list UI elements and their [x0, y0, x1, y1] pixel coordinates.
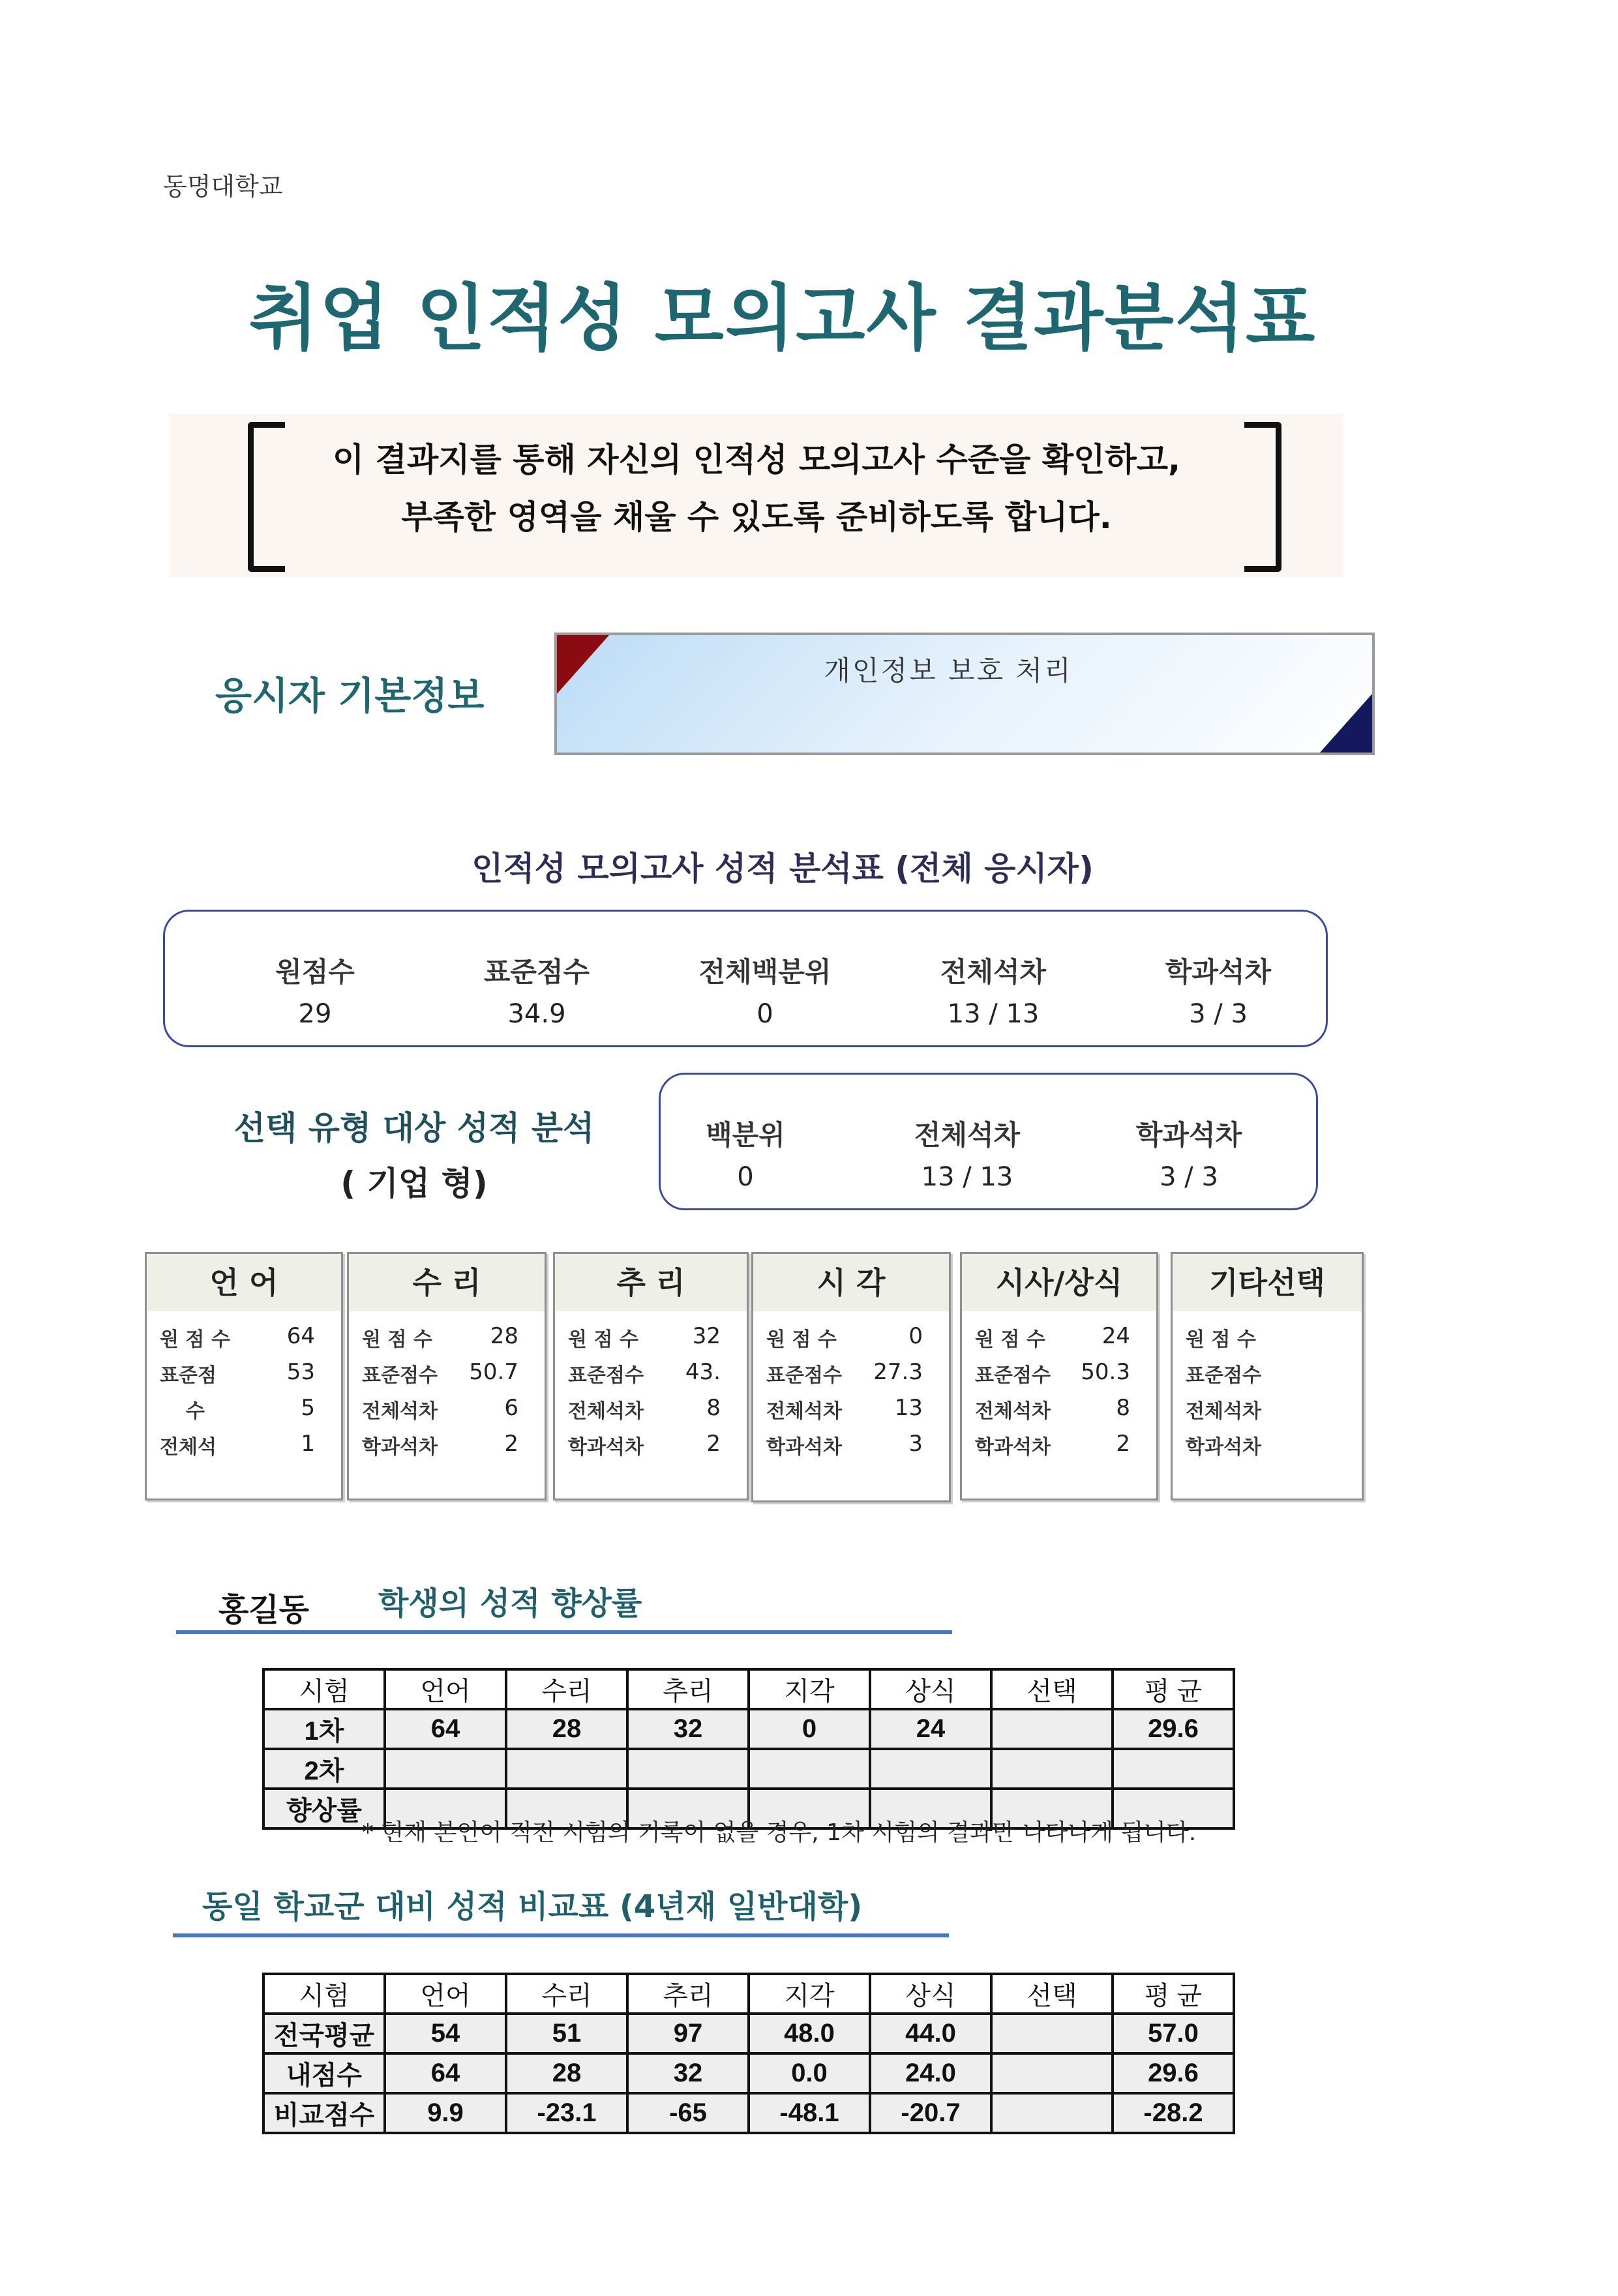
- row-key: 원 점 수: [766, 1328, 837, 1351]
- row-value: 2: [504, 1431, 518, 1457]
- card-row: [1173, 1395, 1362, 1431]
- card-title: 시사/상식: [962, 1254, 1156, 1311]
- card-title: 추 리: [555, 1254, 747, 1311]
- intro-line-2: 부족한 영역을 채울 수 있도록 준비하도록 합니다.: [401, 498, 1112, 536]
- table-cell: 54: [385, 2014, 506, 2053]
- card-row: [147, 1395, 341, 1431]
- row-value: 27.3: [873, 1359, 923, 1385]
- card-row: [753, 1359, 949, 1395]
- row-value: 43.: [685, 1359, 721, 1385]
- row-value: 24: [1101, 1323, 1130, 1349]
- table-cell: 전국평균: [263, 2014, 385, 2053]
- table-cell: [506, 1749, 627, 1789]
- metric-value: 34.9: [507, 999, 566, 1029]
- table-cell: -23.1: [506, 2093, 627, 2133]
- improvement-underline: [176, 1630, 952, 1634]
- metric-label: 학과석차: [1165, 956, 1272, 988]
- column-header: 언어: [385, 1974, 506, 2014]
- metric-value: 0: [737, 1162, 754, 1192]
- table-cell: 0: [749, 1709, 870, 1749]
- selected-heading: 선택 유형 대상 성적 분석: [233, 1109, 595, 1147]
- table-cell: -48.1: [749, 2093, 870, 2133]
- table-cell: 29.6: [1113, 2053, 1234, 2093]
- applicant-heading: 응시자 기본정보: [215, 674, 485, 718]
- row-key: 학과석차: [1186, 1436, 1261, 1459]
- row-value: 32: [692, 1323, 721, 1349]
- row-key: 전체석차: [568, 1400, 644, 1423]
- applicant-info-box: [554, 633, 1375, 755]
- overall-heading: 인적성 모의고사 성적 분석표 (전체 응시자): [472, 850, 1094, 887]
- row-key: 표준점: [160, 1364, 217, 1387]
- column-header: 시험: [263, 1974, 385, 2014]
- row-key: 전체석차: [362, 1400, 438, 1423]
- card-title: 수 리: [349, 1254, 545, 1311]
- card-row: [1173, 1431, 1362, 1467]
- column-header: 지각: [749, 1669, 870, 1709]
- table-header-row: [263, 1974, 1234, 2014]
- table-cell: 비교점수: [263, 2093, 385, 2133]
- card-row: [555, 1431, 747, 1467]
- table-row: [263, 2014, 1234, 2053]
- privacy-notice: 개인정보 보호 처리: [824, 655, 1073, 687]
- table-cell: [991, 2093, 1113, 2133]
- metric-label: 표준점수: [483, 956, 590, 988]
- metric-value: 29: [298, 999, 332, 1029]
- table-cell: 9.9: [385, 2093, 506, 2133]
- card-row: [962, 1431, 1156, 1467]
- metric-value: 3 / 3: [1189, 999, 1248, 1029]
- table-cell: [991, 1709, 1113, 1749]
- column-header: 시험: [263, 1669, 385, 1709]
- comparison-heading: 동일 학교군 대비 성적 비교표 (4년재 일반대학): [202, 1888, 863, 1925]
- improvement-note: * 현재 본인이 직전 시험의 기록이 없을 경우, 1차 시험의 결과만 나타나게 됩니다.: [362, 1819, 1197, 1846]
- table-cell: 97: [627, 2014, 749, 2053]
- table-cell: 32: [627, 2053, 749, 2093]
- intro-line-1: 이 결과지를 통해 자신의 인적성 모의고사 수준을 확인하고,: [332, 441, 1181, 479]
- table-cell: [991, 2053, 1113, 2093]
- comparison-underline: [173, 1933, 949, 1937]
- row-key: 수: [186, 1400, 205, 1423]
- row-value: 50.7: [469, 1359, 518, 1385]
- row-value: 8: [1116, 1395, 1130, 1421]
- row-key: 전체석차: [975, 1400, 1051, 1423]
- row-key: 표준점수: [766, 1364, 842, 1387]
- table-row: [263, 2053, 1234, 2093]
- table-cell: 64: [385, 2053, 506, 2093]
- row-value: 5: [301, 1395, 315, 1421]
- selected-metric-percentile: [674, 1114, 817, 1192]
- row-key: 원 점 수: [362, 1328, 432, 1351]
- row-value: 1: [301, 1431, 315, 1457]
- row-value: 2: [706, 1431, 721, 1457]
- subject-card-perception: [751, 1252, 951, 1502]
- selected-metric-overall-rank: [876, 1114, 1058, 1192]
- row-value: 2: [1116, 1431, 1130, 1457]
- row-value: 13: [894, 1395, 923, 1421]
- metric-value: 0: [757, 999, 773, 1029]
- row-key: 원 점 수: [1186, 1328, 1256, 1351]
- row-value: 8: [706, 1395, 721, 1421]
- row-key: 전체석: [160, 1436, 217, 1459]
- overall-score-box: [163, 910, 1328, 1047]
- table-cell: [1113, 1749, 1234, 1789]
- card-row: [555, 1395, 747, 1431]
- improvement-heading: 학생의 성적 향상률: [378, 1585, 642, 1622]
- table-cell: 내점수: [263, 2053, 385, 2093]
- row-key: 원 점 수: [975, 1328, 1045, 1351]
- metric-value: 13 / 13: [921, 1162, 1013, 1192]
- card-row: [1173, 1323, 1362, 1359]
- page-title: 취업 인적성 모의고사 결과분석표: [248, 276, 1317, 360]
- metric-label: 전체석차: [940, 956, 1047, 988]
- table-cell: 향상률: [263, 1789, 385, 1828]
- card-row: [349, 1359, 545, 1395]
- card-title: 기타선택: [1173, 1254, 1362, 1311]
- improvement-table: [262, 1668, 1235, 1830]
- row-value: 3: [908, 1431, 923, 1457]
- card-row: [147, 1323, 341, 1359]
- table-cell: 64: [385, 1709, 506, 1749]
- table-cell: 1차: [263, 1709, 385, 1749]
- row-value: 50.3: [1081, 1359, 1130, 1385]
- subject-card-other: [1171, 1252, 1364, 1500]
- selected-type: ( 기업 형): [340, 1165, 488, 1202]
- row-value: 28: [490, 1323, 518, 1349]
- column-header: 상식: [870, 1974, 991, 2014]
- metric-label: 전체석차: [914, 1119, 1021, 1151]
- card-row: [962, 1395, 1156, 1431]
- card-row: [555, 1323, 747, 1359]
- column-header: 선택: [991, 1669, 1113, 1709]
- table-cell: 24: [870, 1709, 991, 1749]
- card-title: 시 각: [753, 1254, 949, 1311]
- row-key: 표준점수: [568, 1364, 644, 1387]
- row-key: 표준점수: [362, 1364, 438, 1387]
- table-cell: 28: [506, 2053, 627, 2093]
- card-row: [147, 1359, 341, 1395]
- table-cell: 29.6: [1113, 1709, 1234, 1749]
- subject-card-language: [145, 1252, 343, 1500]
- column-header: 수리: [506, 1974, 627, 2014]
- table-cell: 44.0: [870, 2014, 991, 2053]
- row-key: 표준점수: [1186, 1364, 1261, 1387]
- row-key: 학과석차: [766, 1436, 842, 1459]
- table-cell: 57.0: [1113, 2014, 1234, 2053]
- row-value: 0: [908, 1323, 923, 1349]
- metric-raw-score: [243, 951, 387, 1029]
- table-cell: -28.2: [1113, 2093, 1234, 2133]
- card-title: 언 어: [147, 1254, 341, 1311]
- row-key: 표준점수: [975, 1364, 1051, 1387]
- row-key: 원 점 수: [568, 1328, 638, 1351]
- column-header: 추리: [627, 1974, 749, 2014]
- card-row: [147, 1431, 341, 1467]
- column-header: 지각: [749, 1974, 870, 2014]
- table-cell: [991, 2014, 1113, 2053]
- comparison-table: [262, 1973, 1235, 2134]
- card-row: [753, 1395, 949, 1431]
- column-header: 선택: [991, 1974, 1113, 2014]
- table-row: [263, 1709, 1234, 1749]
- row-key: 학과석차: [975, 1436, 1051, 1459]
- student-name: 홍길동: [218, 1592, 310, 1628]
- metric-value: 13 / 13: [947, 999, 1040, 1029]
- table-cell: -20.7: [870, 2093, 991, 2133]
- table-row: [263, 1749, 1234, 1789]
- metric-overall-rank: [902, 951, 1085, 1029]
- subject-card-math: [347, 1252, 547, 1500]
- card-row: [962, 1323, 1156, 1359]
- table-cell: [870, 1749, 991, 1789]
- card-row: [1173, 1359, 1362, 1395]
- row-key: 학과석차: [362, 1436, 438, 1459]
- column-header: 상식: [870, 1669, 991, 1709]
- selected-metric-dept-rank: [1104, 1114, 1274, 1192]
- table-cell: 51: [506, 2014, 627, 2053]
- table-cell: -65: [627, 2093, 749, 2133]
- table-cell: 48.0: [749, 2014, 870, 2053]
- table-cell: 24.0: [870, 2053, 991, 2093]
- table-cell: 0.0: [749, 2053, 870, 2093]
- table-cell: 32: [627, 1709, 749, 1749]
- row-value: 6: [504, 1395, 518, 1421]
- table-cell: [385, 1749, 506, 1789]
- table-cell: [749, 1749, 870, 1789]
- card-row: [962, 1359, 1156, 1395]
- metric-label: 학과석차: [1135, 1119, 1242, 1151]
- row-key: 전체석차: [766, 1400, 842, 1423]
- intro-box: [170, 414, 1343, 577]
- selected-score-box: [659, 1073, 1318, 1210]
- metric-label: 원점수: [275, 956, 355, 988]
- navy-corner-decoration: [1320, 694, 1372, 753]
- metric-standard-score: [452, 951, 622, 1029]
- metric-label: 백분위: [706, 1119, 785, 1151]
- metric-value: 3 / 3: [1160, 1162, 1218, 1192]
- subject-card-reasoning: [553, 1252, 749, 1500]
- table-header-row: [263, 1669, 1234, 1709]
- column-header: 언어: [385, 1669, 506, 1709]
- metric-label: 전체백분위: [698, 956, 831, 988]
- row-key: 전체석차: [1186, 1400, 1261, 1423]
- card-row: [349, 1323, 545, 1359]
- row-key: 학과석차: [568, 1436, 644, 1459]
- table-cell: 2차: [263, 1749, 385, 1789]
- university-name: 동명대학교: [163, 172, 283, 201]
- card-row: [555, 1359, 747, 1395]
- table-row: [263, 2093, 1234, 2133]
- column-header: 평 균: [1113, 1974, 1234, 2014]
- column-header: 수리: [506, 1669, 627, 1709]
- card-row: [349, 1395, 545, 1431]
- metric-percentile: [667, 951, 863, 1029]
- card-row: [753, 1323, 949, 1359]
- table-cell: [627, 1749, 749, 1789]
- column-header: 평 균: [1113, 1669, 1234, 1709]
- card-row: [349, 1431, 545, 1467]
- table-cell: [991, 1749, 1113, 1789]
- subject-card-current-affairs: [960, 1252, 1158, 1500]
- row-value: 64: [286, 1323, 315, 1349]
- row-key: 원 점 수: [160, 1328, 230, 1351]
- metric-dept-rank: [1130, 951, 1306, 1029]
- row-value: 53: [286, 1359, 315, 1385]
- card-row: [753, 1431, 949, 1467]
- table-cell: 28: [506, 1709, 627, 1749]
- column-header: 추리: [627, 1669, 749, 1709]
